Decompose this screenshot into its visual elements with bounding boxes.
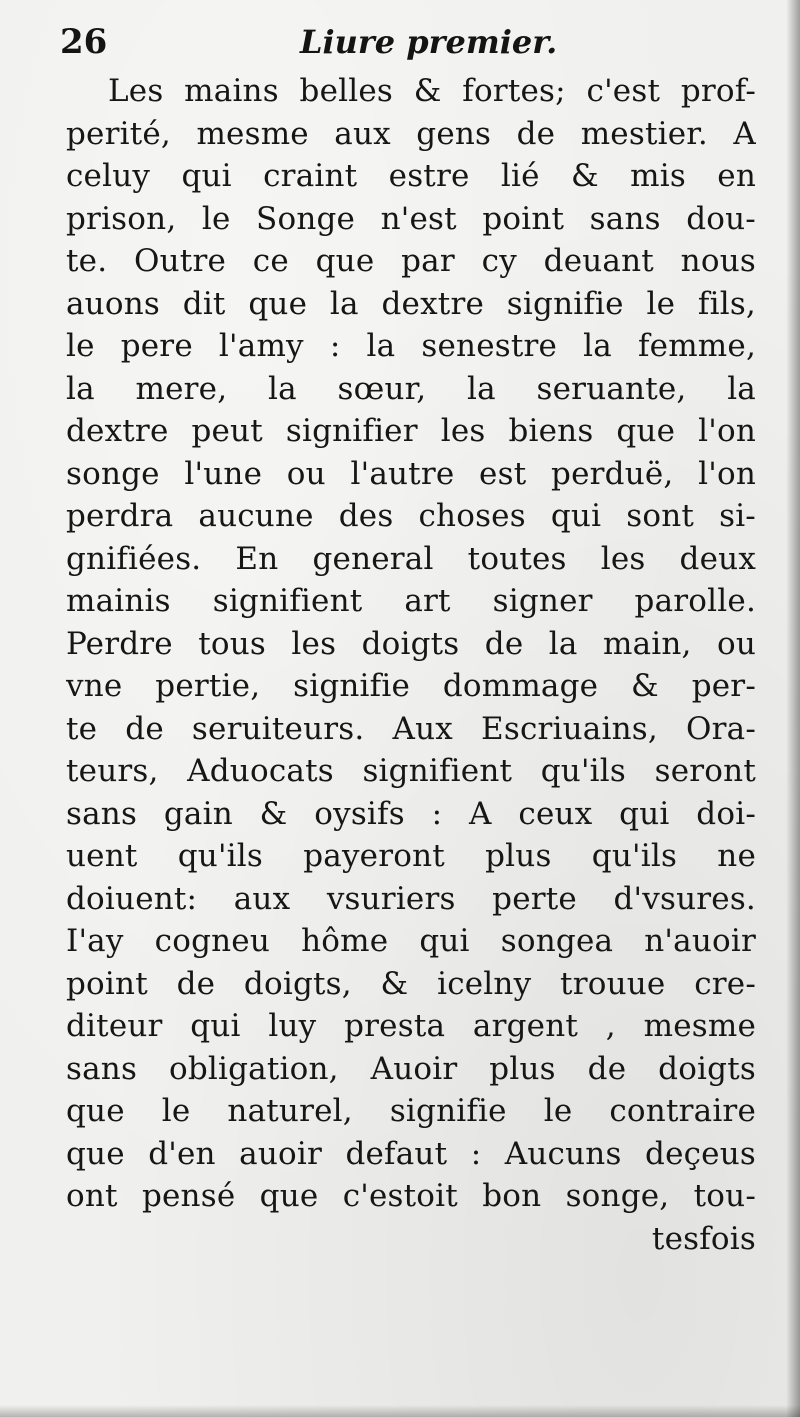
text-line: sans gain & oysifs : A ceux qui doi- (66, 795, 756, 832)
text-line: te de seruiteurs. Aux Escriuains, Ora- (66, 710, 756, 747)
text-line: perité, mesme aux gens de mestier. A (66, 115, 756, 152)
page-bottom-shadow (0, 1405, 800, 1417)
text-line: dextre peut signifier les biens que l'on (66, 413, 756, 449)
page-header (60, 20, 760, 64)
text-line: Les mains belles & fortes; c'est prof- (108, 73, 756, 109)
text-line: que d'en auoir defaut : Aucuns deçeus (66, 1135, 756, 1172)
text-line: gnifiées. En general toutes les deux (66, 540, 756, 577)
text-line: teurs, Aduocats signifient qu'ils seront (66, 753, 756, 789)
text-line: tesfois (651, 1220, 756, 1257)
text-line: mainis signifient art signer parolle. (66, 583, 756, 619)
text-line: celuy qui craint estre lié & mis en (66, 158, 756, 194)
page-edge-shadow (786, 0, 800, 1417)
text-line: perdra aucune des choses qui sont si- (66, 498, 756, 534)
text-line: te. Outre ce que par cy deuant nous (66, 243, 756, 279)
text-line: I'ay cogneu hôme qui songea n'auoir (66, 923, 756, 959)
text-line: uent qu'ils payeront plus qu'ils ne (66, 838, 756, 874)
text-line: ont pensé que c'estoit bon songe, tou- (66, 1178, 756, 1214)
text-line: vne pertie, signifie dommage & per- (66, 668, 756, 704)
text-line: prison, le Songe n'est point sans dou- (66, 200, 756, 237)
text-line: Perdre tous les doigts de la main, ou (66, 625, 756, 662)
text-line: sans obligation, Auoir plus de doigts (66, 1050, 756, 1087)
text-line: que le naturel, signifie le contraire (66, 1093, 756, 1129)
text-line: point de doigts, & icelny trouue cre- (66, 965, 756, 1002)
text-line: diteur qui luy presta argent , mesme (66, 1008, 756, 1044)
text-line: songe l'une ou l'autre est perduë, l'on (66, 455, 756, 492)
text-line: le pere l'amy : la senestre la femme, (66, 328, 756, 364)
text-line: auons dit que la dextre signifie le fils, (66, 285, 756, 322)
running-title: Liure premier. (300, 23, 558, 61)
body-text (66, 70, 756, 1260)
text-line: la mere, la sœur, la seruante, la (66, 370, 756, 407)
text-line: doiuent: aux vsuriers perte d'vsures. (66, 880, 756, 917)
page-number: 26 (60, 22, 108, 62)
